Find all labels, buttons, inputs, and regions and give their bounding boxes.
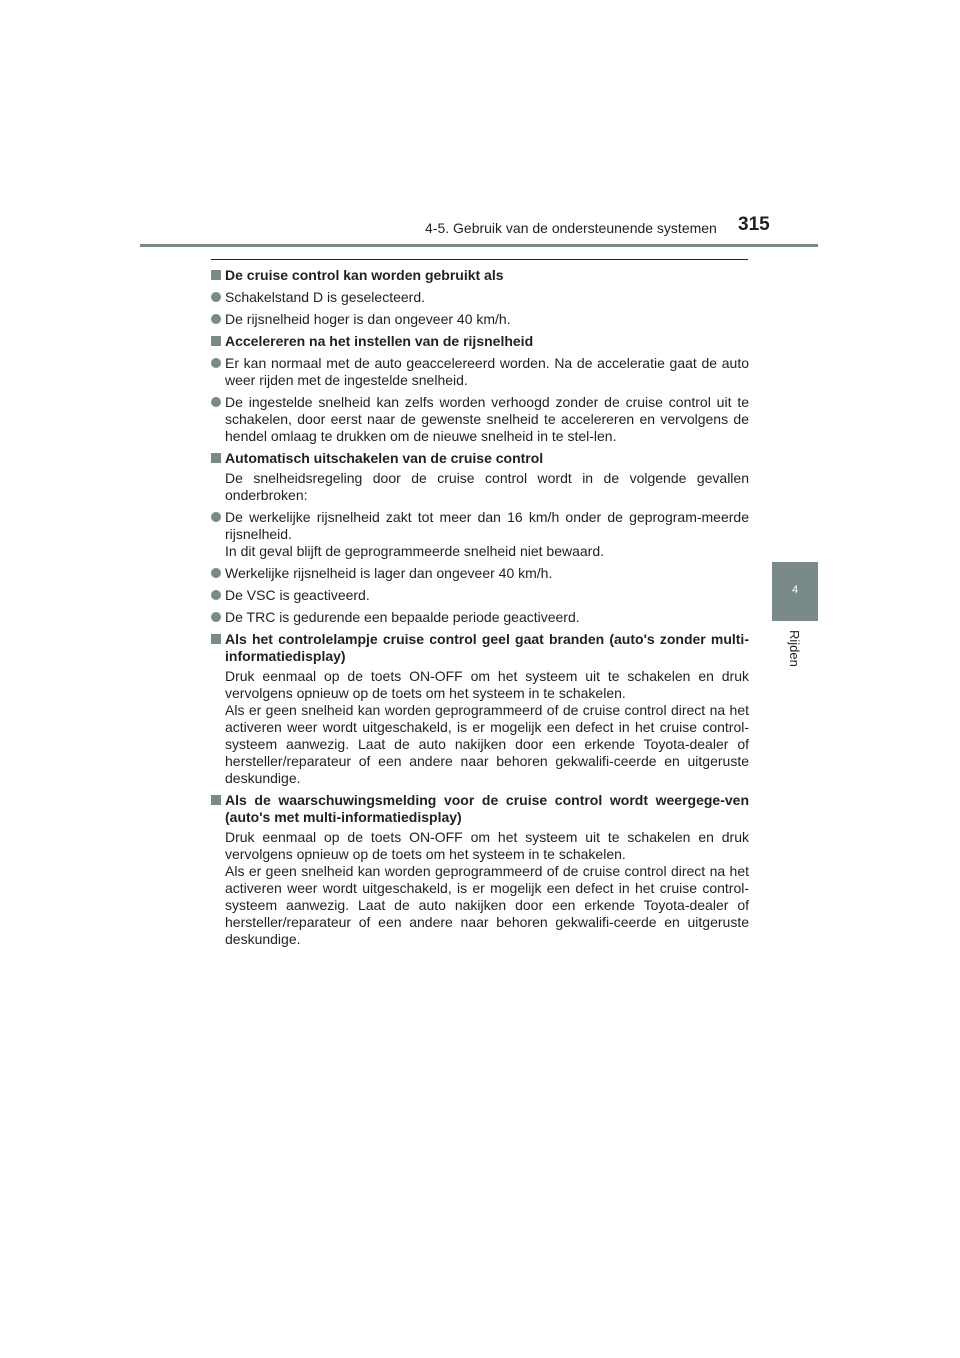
main-content — [211, 265, 749, 948]
circle-bullet-icon — [211, 612, 221, 622]
section-heading: Als het controlelampje cruise control geel gaat branden (auto's zonder multi-informatiedisplay) — [211, 631, 749, 665]
square-bullet-icon — [211, 453, 221, 463]
section-paragraph: Druk eenmaal op de toets ON-OFF om het systeem uit te schakelen en druk vervolgens opnieuw op de toets om het systeem in te schakelen. Als er geen snelheid kan worden geprogrammeerd of de cruise control direct na het activeren weer wordt uitgeschakeld, is er mogelijk een defect in het cruise control-systeem aanwezig. Laat de auto nakijken door een erkende Toyota-dealer of hersteller/reparateur of een andere naar behoren gekwalifi-ceerde en uitgeruste deskundige. — [225, 668, 749, 786]
list-item: De TRC is gedurende een bepaalde periode geactiveerd. — [211, 609, 749, 626]
circle-bullet-icon — [211, 314, 221, 324]
header-rule — [140, 244, 818, 247]
chapter-number: 4 — [791, 584, 799, 596]
circle-bullet-icon — [211, 292, 221, 302]
list-item: Werkelijke rijsnelheid is lager dan ongeveer 40 km/h. — [211, 565, 749, 582]
square-bullet-icon — [211, 336, 221, 346]
square-bullet-icon — [211, 634, 221, 644]
list-item: De werkelijke rijsnelheid zakt tot meer dan 16 km/h onder de geprogram-meerde rijsnelheid. In dit geval blijft de geprogrammeerde snelheid niet bewaard. — [211, 509, 749, 560]
chapter-tab — [772, 562, 818, 621]
square-bullet-icon — [211, 270, 221, 280]
section-intro: De snelheidsregeling door de cruise control wordt in de volgende gevallen onderbroken: — [225, 470, 749, 503]
section-heading: De cruise control kan worden gebruikt als — [211, 267, 749, 284]
section-heading: Automatisch uitschakelen van de cruise control — [211, 450, 749, 467]
section-paragraph: Druk eenmaal op de toets ON-OFF om het systeem uit te schakelen en druk vervolgens opnieuw op de toets om het systeem in te schakelen. Als er geen snelheid kan worden geprogrammeerd of de cruise control direct na het activeren weer wordt uitgeschakeld, is er mogelijk een defect in het cruise control-systeem aanwezig. Laat de auto nakijken door een erkende Toyota-dealer of hersteller/reparateur of een andere naar behoren gekwalifi-ceerde en uitgeruste deskundige. — [225, 829, 749, 947]
circle-bullet-icon — [211, 358, 221, 368]
list-item: De ingestelde snelheid kan zelfs worden verhoogd zonder de cruise control uit te schakelen, door eerst naar de gewenste snelheid te accelereren en vervolgens de hendel omlaag te drukken om de nieuwe snelheid in te stel-len. — [211, 394, 749, 445]
circle-bullet-icon — [211, 397, 221, 407]
list-item: Er kan normaal met de auto geaccelereerd worden. Na de acceleratie gaat de auto weer rijden met de ingestelde snelheid. — [211, 355, 749, 389]
list-item: De VSC is geactiveerd. — [211, 587, 749, 604]
circle-bullet-icon — [211, 590, 221, 600]
section-heading: Als de waarschuwingsmelding voor de cruise control wordt weergege-ven (auto's met multi-informatiedisplay) — [211, 792, 749, 826]
running-header: 4-5. Gebruik van de ondersteunende systemen — [425, 220, 717, 236]
chapter-label: Rijden — [787, 630, 802, 667]
bullet-note: In dit geval blijft de geprogrammeerde snelheid niet bewaard. — [225, 543, 605, 559]
circle-bullet-icon — [211, 568, 221, 578]
page-number: 315 — [738, 214, 770, 235]
list-item: Schakelstand D is geselecteerd. — [211, 289, 749, 306]
section-heading: Accelereren na het instellen van de rijsnelheid — [211, 333, 749, 350]
content-top-rule — [211, 259, 748, 260]
list-item: De rijsnelheid hoger is dan ongeveer 40 km/h. — [211, 311, 749, 328]
circle-bullet-icon — [211, 512, 221, 522]
square-bullet-icon — [211, 795, 221, 805]
